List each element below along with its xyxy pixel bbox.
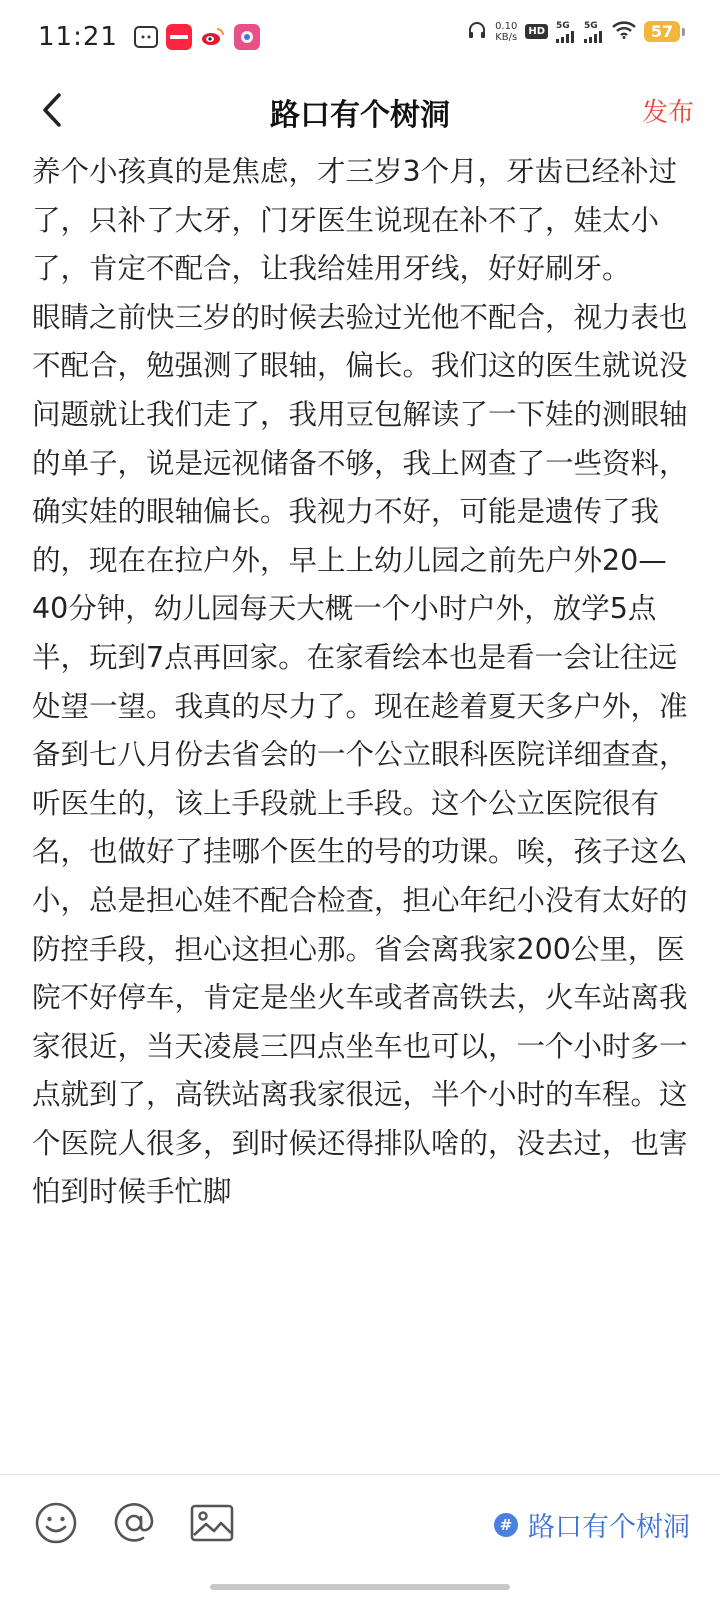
signal-2-label: 5G [584,20,598,31]
emoji-icon [34,1501,78,1545]
publish-button[interactable]: 发布 [641,98,694,128]
signal-bars-icon [584,31,604,43]
hd-badge: HD [525,24,548,39]
headphones-icon [467,20,487,43]
image-button[interactable] [188,1499,236,1547]
topic-label: 路口有个树洞 [528,1512,690,1543]
post-paragraph-1[interactable]: 养个小孩真的是焦虑，才三岁3个月，牙齿已经补过了，只补了大牙，门牙医生说现在补不了，娃太小了，肯定不配合，让我给娃用牙线，好好刷牙。 [32,155,678,286]
signal-1 [556,21,576,43]
post-paragraph-2[interactable]: 眼睛之前快三岁的时候去验过光他不配合，视力表也不配合，勉强测了眼轴，偏长。我们这的医生就说没问题就让我们走了，我用豆包解读了一下娃的测眼轴的单子，说是远视储备不够，我上网查了一些资料，确实娃的眼轴偏长。我视力不好，可能是遗传了我的，现在在拉户外，早上上幼儿园之前先户外20—40分钟，幼儿园每天大概一个小时户外，放学5点半，玩到7点再回家。在家看绘本也是看一会让往远处望一望。我真的尽力了。现在趁着夏天多户外，准备到七八月份去省会的一个公立眼科医院详细查查，听医生的，该上手段就上手段。这个公立医院很有名，也做好了挂哪个医生的号的功课。唉，孩子这么小，总是担心娃不配合检查，担心年纪小没有太好的防控手段，担心这担心那。省会离我家200公里，医院不好停车，肯定是坐火车或者高铁去，火车站离我家很近，当天凌晨三四点坐车也可以，一个小时多一点就到了，高铁站离我家很远，半个小时的车程。这个医院人很多，到时候还得排队啥的，没去过，也害怕到时候手忙脚 [32,300,688,1209]
xiaohongshu-icon [166,24,192,50]
net-speed-unit: KB/s [495,31,518,43]
signal-bars-icon [556,31,576,43]
status-bar [0,0,720,76]
weibo-icon [200,24,226,50]
at-icon [112,1501,156,1545]
status-indicators [467,20,680,43]
wifi-icon [612,21,636,42]
battery-indicator: 57 [644,21,680,42]
net-speed [495,21,517,43]
signal-1-label: 5G [556,20,570,31]
page-title: 路口有个树洞 [270,98,450,133]
status-app-icons [134,24,260,50]
post-editor[interactable] [32,148,696,1217]
bilibili-icon [134,26,158,48]
home-indicator[interactable] [210,1584,510,1590]
image-icon [189,1503,235,1543]
signal-2 [584,21,604,43]
status-time: 11:21 [38,22,118,52]
topic-tag[interactable] [494,1505,690,1544]
mention-button[interactable] [110,1499,158,1547]
hash-icon: # [494,1513,518,1537]
emoji-button[interactable] [32,1499,80,1547]
app-icon [234,24,260,50]
net-speed-value: 0.10 [495,20,518,32]
header [0,76,720,146]
bottom-toolbar [0,1474,720,1601]
